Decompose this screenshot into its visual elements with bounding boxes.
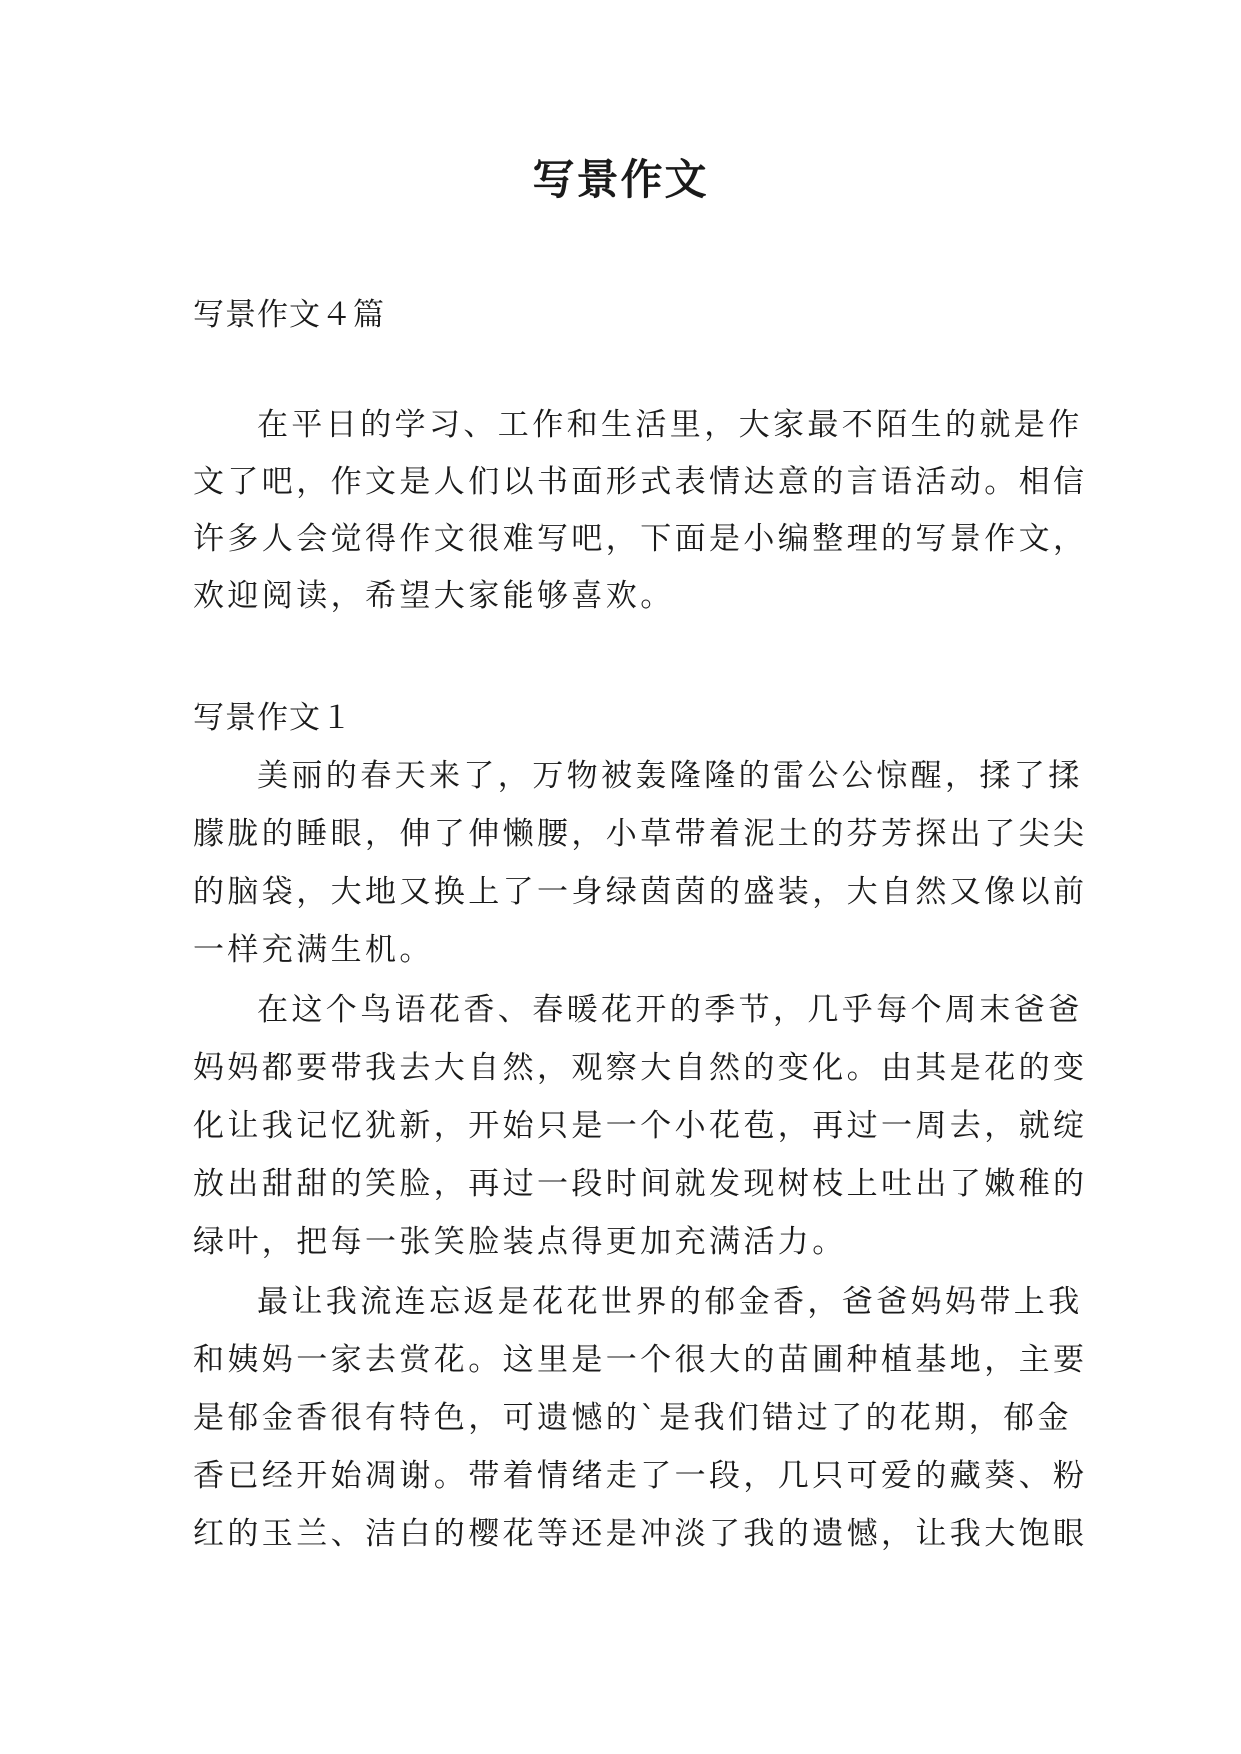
body-line: 妈妈都要带我去大自然，观察大自然的变化。由其是花的变 [193,1050,1088,1086]
body-line: 红的玉兰、洁白的樱花等还是冲淡了我的遗憾，让我大饱眼 [193,1516,1088,1552]
body-line: 和姨妈一家去赏花。这里是一个很大的苗圃种植基地，主要 [193,1342,1088,1378]
intro-line: 欢迎阅读，希望大家能够喜欢。 [193,578,675,614]
body-line: 在这个鸟语花香、春暖花开的季节，几乎每个周末爸爸 [257,992,1083,1028]
body-line: 最让我流连忘返是花花世界的郁金香，爸爸妈妈带上我 [257,1284,1083,1320]
body-line: 放出甜甜的笑脸，再过一段时间就发现树枝上吐出了嫩稚的 [193,1166,1088,1202]
body-line: 一样充满生机。 [193,932,434,968]
document-subtitle: 写景作文４篇 [193,297,385,333]
body-line: 绿叶，把每一张笑脸装点得更加充满活力。 [193,1224,847,1260]
body-line: 是郁金香很有特色，可遗憾的`是我们错过了的花期，郁金 [193,1400,1072,1436]
intro-line: 在平日的学习、工作和生活里，大家最不陌生的就是作 [257,407,1083,443]
body-line: 的脑袋，大地又换上了一身绿茵茵的盛装，大自然又像以前 [193,874,1088,910]
body-line: 香已经开始凋谢。带着情绪走了一段，几只可爱的藏葵、粉 [193,1458,1088,1494]
body-line: 化让我记忆犹新，开始只是一个小花苞，再过一周去，就绽 [193,1108,1088,1144]
body-line: 美丽的春天来了，万物被轰隆隆的雷公公惊醒，揉了揉 [257,758,1083,794]
intro-line: 许多人会觉得作文很难写吧，下面是小编整理的写景作文， [193,521,1088,557]
document-title: 写景作文 [532,155,709,204]
body-line: 朦胧的睡眼，伸了伸懒腰，小草带着泥土的芬芳探出了尖尖 [193,816,1088,852]
intro-line: 文了吧，作文是人们以书面形式表情达意的言语活动。相信 [193,464,1088,500]
section-heading: 写景作文１ [193,700,353,736]
